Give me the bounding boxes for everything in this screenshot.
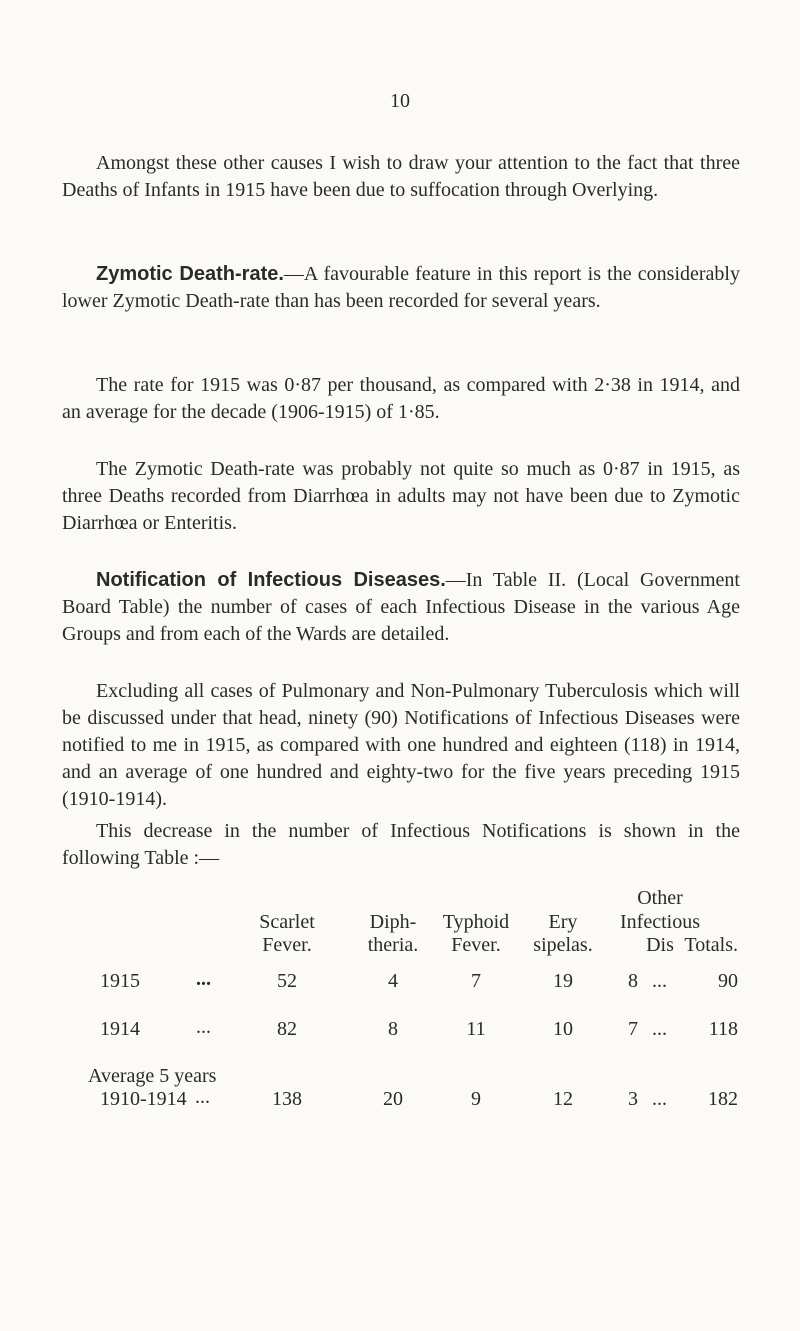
row-label: 1915	[100, 970, 140, 992]
row-label-top: Average 5 years	[88, 1065, 217, 1087]
cell-ery: 12	[553, 1088, 573, 1110]
header-typhoid-2: Fever.	[451, 934, 501, 956]
header-ery-1: Ery	[548, 911, 578, 933]
row-leader: ...	[196, 1016, 211, 1038]
cell-total: 118	[708, 1018, 738, 1040]
row-leader: ...	[196, 968, 211, 990]
zymotic-heading: Zymotic Death-rate.	[96, 263, 284, 285]
header-scarlet-2: Fever.	[262, 934, 312, 956]
header-scarlet-1: Scarlet	[259, 911, 315, 933]
rate-paragraph: The rate for 1915 was 0·87 per thousand, as compared with 2·38 in 1914, and an average for the decade (1906-1915) of 1·85.	[62, 374, 740, 423]
cell-scarlet: 82	[277, 1018, 297, 1040]
zymotic-paragraph	[62, 261, 740, 315]
cell-scarlet: 138	[272, 1088, 302, 1110]
cell-total: 182	[708, 1088, 738, 1110]
overlying-paragraph: Amongst these other causes I wish to draw your attention to the fact that three Deaths of Infants in 1915 have been due to suffocation through Overlying.	[62, 152, 740, 201]
header-totals: Totals.	[684, 934, 738, 956]
header-diph-2: theria.	[367, 934, 419, 956]
header-diph-1: Diph-	[369, 911, 417, 933]
cell-other: 7	[628, 1018, 638, 1040]
cell-diph: 20	[383, 1088, 403, 1110]
cell-scarlet: 52	[277, 970, 297, 992]
cell-other: 3	[628, 1088, 638, 1110]
cell-typhoid: 7	[471, 970, 481, 992]
cell-diph: 4	[388, 970, 398, 992]
header-typhoid-1: Typhoid	[442, 911, 510, 933]
row-label: 1910-1914	[100, 1088, 187, 1110]
cell-typhoid: 9	[471, 1088, 481, 1110]
header-other-2: Dis	[646, 934, 674, 956]
cell-ery: 19	[553, 970, 573, 992]
cell-total: 90	[718, 970, 738, 992]
cell-dots: ...	[652, 1018, 667, 1040]
cell-dots: ...	[652, 970, 667, 992]
notification-heading: Notification of Infectious Diseases.	[96, 569, 446, 591]
zymotic-text: —A favourable feature in this report is the considerably lower Zymotic Death-rate than has been recorded for several years.	[62, 263, 740, 312]
cell-dots: ...	[652, 1088, 667, 1110]
row-label: 1914	[100, 1018, 140, 1040]
row-leader: ...	[195, 1086, 210, 1108]
cell-other: 8	[628, 970, 638, 992]
notification-text: —In Table II. (Local Government Board Table) the number of cases of each Infectious Disease in the various Age Groups and from each of the Wards are detailed.	[62, 569, 740, 645]
cell-typhoid: 11	[466, 1018, 486, 1040]
cell-ery: 10	[553, 1018, 573, 1040]
diarrhoea-paragraph: The Zymotic Death-rate was probably not quite so much as 0·87 in 1915, as three Deaths recorded from Diarrhœa in adults may not have been due to Zymotic Diarrhœa or Enteritis.	[62, 458, 740, 534]
header-other-1: Infectious	[620, 911, 700, 933]
header-ery-2: sipelas.	[533, 934, 593, 956]
header-other-top: Other	[637, 887, 683, 909]
excluding-paragraph: Excluding all cases of Pulmonary and Non-Pulmonary Tuberculosis which will be discussed under that head, ninety (90) Notifications of Infectious Diseases were notified to me in 1915, as compared with one hundred and eighteen (118) in 1914, and an average of one hundred and eighty-two for the five years preceding 1915 (1910-1914).	[62, 680, 740, 810]
decrease-paragraph: This decrease in the number of Infectious Notifications is shown in the following Table :—	[62, 820, 740, 869]
page-number: 10	[390, 90, 410, 112]
cell-diph: 8	[388, 1018, 398, 1040]
notification-paragraph	[62, 567, 740, 648]
